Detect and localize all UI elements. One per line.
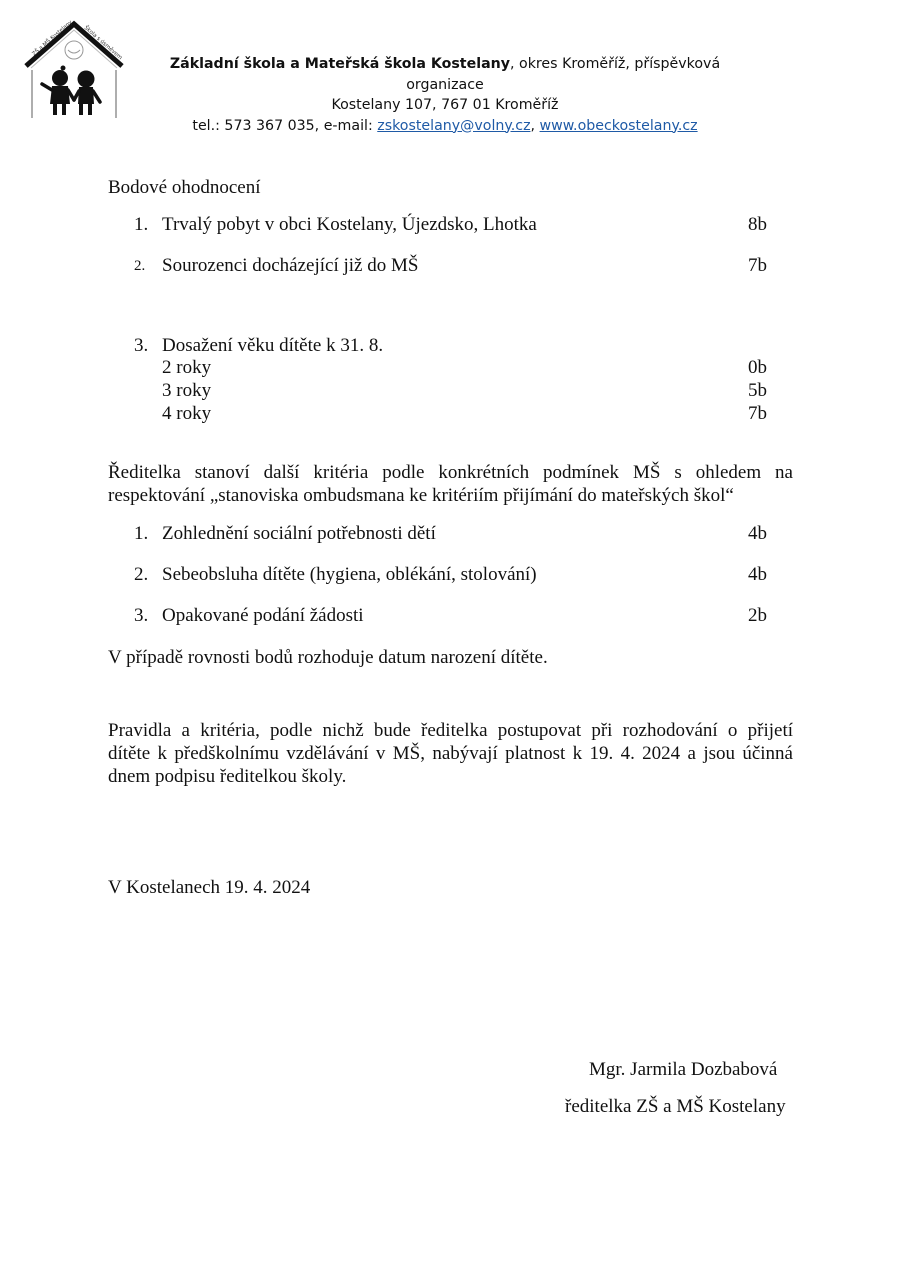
item-text: Dosažení věku dítěte k 31. 8. <box>162 335 384 356</box>
school-district: , okres Kroměříž, příspěvková organizace <box>406 56 721 93</box>
age-label: 3 roky <box>162 380 212 401</box>
contact-line <box>130 116 760 137</box>
school-name-line <box>130 54 760 95</box>
item-points: 8b <box>748 214 767 235</box>
additional-criteria-intro <box>108 461 793 507</box>
contact-separator: , <box>530 117 540 134</box>
item-text: Sebeobsluha dítěte (hygiena, oblékání, stolování) <box>162 564 537 585</box>
item-number: 2. <box>134 258 146 274</box>
item-text: Sourozenci docházející již do MŠ <box>162 255 419 276</box>
svg-text:Škola s úsměvem: Škola s úsměvem <box>82 24 124 62</box>
tie-rule: V případě rovnosti bodů rozhoduje datum narození dítěte. <box>108 647 548 668</box>
signature-role: ředitelka ZŠ a MŠ Kostelany <box>565 1096 786 1117</box>
item-number: 1. <box>134 214 149 235</box>
place-date: V Kostelanech 19. 4. 2024 <box>108 877 311 898</box>
svg-text:ZŠ a MŠ Kostelany: ZŠ a MŠ Kostelany <box>31 19 74 58</box>
item-number: 3. <box>134 335 149 356</box>
item-points: 4b <box>748 523 767 544</box>
section-title: Bodové ohodnocení <box>108 177 261 198</box>
age-label: 2 roky <box>162 357 212 378</box>
phone-text: tel.: 573 367 035, e-mail: <box>192 117 378 134</box>
intro-line: respektování „stanoviska ombudsmana ke kritériím přijímání do mateřských škol“ <box>108 485 734 506</box>
item-text: Opakované podání žádosti <box>162 605 364 626</box>
age-label: 4 roky <box>162 403 212 424</box>
item-number: 1. <box>134 523 149 544</box>
item-points: 2b <box>748 605 767 626</box>
letterhead <box>130 54 760 136</box>
school-house-children-logo-icon <box>22 18 128 120</box>
age-points: 7b <box>748 403 767 424</box>
validity-line: dnem podpisu ředitelkou školy. <box>108 766 347 787</box>
validity-paragraph <box>108 719 793 788</box>
item-points: 4b <box>748 564 767 585</box>
item-points: 7b <box>748 255 767 276</box>
school-name: Základní škola a Mateřská škola Kostelany <box>169 56 510 72</box>
item-text: Zohlednění sociální potřebnosti dětí <box>162 523 436 544</box>
validity-line: Pravidla a kritéria, podle nichž bude ředitelka postupovat při rozhodování o přijetí <box>108 720 793 741</box>
signature-name: Mgr. Jarmila Dozbabová <box>589 1059 778 1080</box>
email-link[interactable]: zskostelany@volny.cz <box>377 117 531 134</box>
item-number: 3. <box>134 605 149 626</box>
validity-line: dítěte k předškolnímu vzdělávání v MŠ, nabývají platnost k 19. 4. 2024 a jsou účinná <box>108 743 793 764</box>
item-number: 2. <box>134 564 149 585</box>
website-link[interactable]: www.obeckostelany.cz <box>539 117 698 134</box>
age-points: 0b <box>748 357 767 378</box>
age-points: 5b <box>748 380 767 401</box>
intro-line: Ředitelka stanoví další kritéria podle konkrétních podmínek MŠ s ohledem na <box>108 462 793 483</box>
school-address: Kostelany 107, 767 01 Kroměříž <box>331 97 559 113</box>
school-logo <box>22 18 128 120</box>
item-text: Trvalý pobyt v obci Kostelany, Újezdsko, Lhotka <box>162 214 537 235</box>
